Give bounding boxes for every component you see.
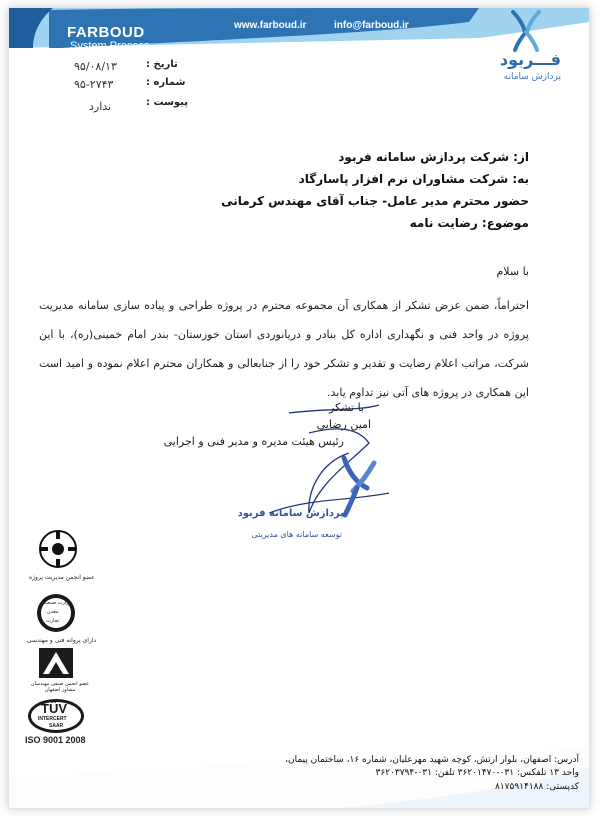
attention-line: حضور محترم مدیر عامل- جناب آقای مهندس کرمانی	[221, 194, 529, 208]
engineers-caption: عضو انجمن صنفی مهندسان مشاور اصفهان	[30, 681, 90, 693]
stamp-line-2: توسعه سامانه های مدیریتی	[251, 530, 342, 539]
attachment-value: ندارد	[89, 100, 112, 113]
tuv-text: TÜV	[41, 701, 67, 716]
engineers-association-icon	[39, 648, 73, 678]
pmi-member-icon	[37, 528, 79, 570]
greeting: با سلام	[496, 265, 529, 278]
iso-certification: ISO 9001 2008	[25, 735, 86, 745]
saar-text: SAAR	[49, 723, 64, 729]
logo-name: فـــربود	[499, 50, 561, 69]
footer-address: آدرس: اصفهان، بلوار ارتش، کوچه شهید مهرعلیان، شماره ۱۶، ساختمان پیمان،	[285, 755, 579, 765]
ministry-line-1: وزارت صنعت	[43, 600, 72, 606]
email-link[interactable]: info@farboud.ir	[334, 20, 409, 31]
website-link[interactable]: www.farboud.ir	[234, 20, 307, 31]
pmi-caption: عضو انجمن مدیریت پروژه	[29, 574, 95, 581]
stamp-line-1: پردازش سامانه فربود	[237, 508, 344, 519]
signer-name: امین رضایی	[316, 418, 371, 431]
letter-page	[9, 8, 589, 808]
brand-subtitle: System Process	[70, 40, 150, 52]
footer-phones: واحد ۱۳ تلفکس: ۰۳۱-۳۶۲۰۱۴۷۰ تلفن: ۰۳۱-۳۶۲۰۳۷۹۴	[375, 768, 579, 778]
brand-title: FARBOUD	[67, 24, 145, 41]
number-label: شماره :	[146, 77, 186, 88]
from-line: از: شرکت پردازش سامانه فربود	[338, 150, 529, 164]
date-value: ۹۵/۰۸/۱۳	[74, 60, 117, 73]
ministry-line-3: تجارت	[46, 618, 60, 624]
number-value: ۹۵-۲۷۴۳	[74, 78, 114, 91]
logo-tagline: پردازش سامانه	[503, 72, 561, 82]
signer-title: رئیس هیئت مدیره و مدیر فنی و اجرایی	[163, 435, 344, 448]
ministry-caption: دارای پروانه فنی و مهندسی	[27, 637, 97, 644]
date-label: تاریخ :	[146, 59, 178, 70]
subject-line: موضوع: رضایت نامه	[409, 216, 529, 230]
footer-postal: کدپستی: ۸۱۷۵۹۱۴۱۸۸	[495, 782, 579, 792]
ministry-line-2: معدن	[47, 609, 59, 615]
farboud-logo-icon	[503, 8, 549, 54]
closing: با تشکر	[329, 401, 364, 414]
to-line: به: شرکت مشاوران نرم افزار پاسارگاد	[298, 172, 529, 186]
intercert-text: INTERCERT	[38, 716, 67, 722]
letter-body: احتراماً، ضمن عرض تشکر از همکاری آن مجموعه محترم در پروژه طراحی و پیاده سازی سامانه مدیریت پروژه در واحد فنی و نگهداری اداره کل بنادر و دریانوردی استان خوزستان- بندر امام خمینی(ره)، با این شرکت، مراتب اعلام رضایت و تقدیر و تشکر خود را از جنابعالی و همکاران محترم اعلام نموده و امید است این همکاری در پروژه های آتی نیز تداوم یابد.	[39, 299, 529, 399]
attachment-label: پیوست :	[146, 97, 189, 108]
